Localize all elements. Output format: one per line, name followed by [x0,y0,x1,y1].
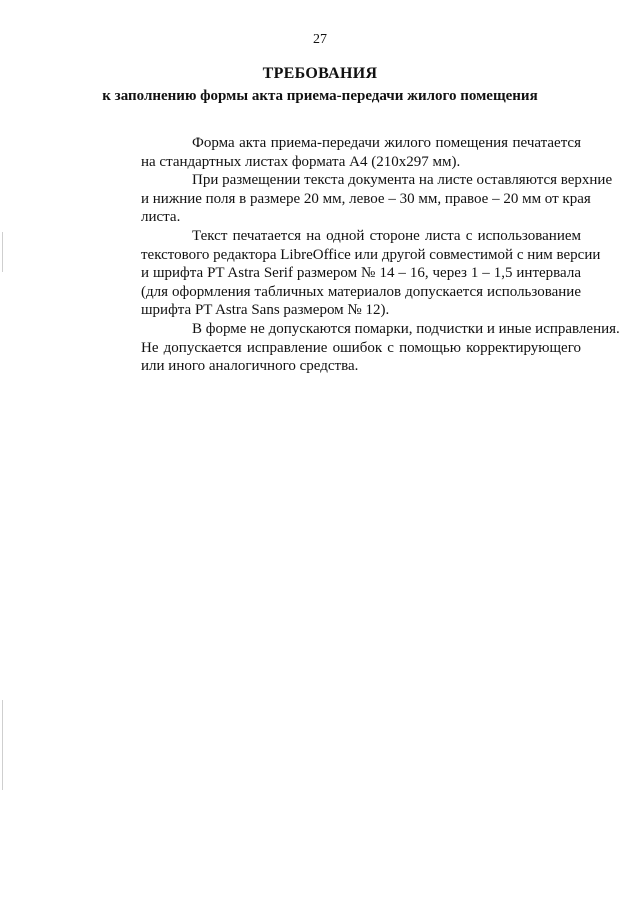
paragraph-line: текстового редактора LibreOffice или другой совместимой с ним версии [141,246,601,263]
paragraph-line: листа. [141,209,181,226]
paragraph-line: Форма акта приема-передачи жилого помещения печатается [192,135,581,151]
paragraph-line: Не допускается исправление ошибок с помощью корректирующего [141,339,581,356]
paragraph-line: или иного аналогичного средства. [141,358,359,375]
paragraph-line: и шрифта PT Astra Serif размером № 14 – 16, через 1 – 1,5 интервала [141,265,581,282]
document-body [90,134,620,376]
paragraph-line: шрифта PT Astra Sans размером № 12). [141,302,390,319]
paragraph-margins [90,171,613,227]
document-title: ТРЕБОВАНИЯ [262,65,378,82]
paragraph-line: на стандартных листах формата А4 (210x297 мм). [141,153,461,170]
paragraph-line: Текст печатается на одной стороне листа с использованием [192,227,581,244]
document-subtitle: к заполнению формы акта приема-передачи жилого помещения [102,88,538,104]
paragraph-form-format [90,134,581,171]
page-number: 27 [313,32,327,47]
paragraph-corrections [90,320,620,376]
paragraph-line: В форме не допускаются помарки, подчистки и иные исправления. [192,320,620,337]
paragraph-font-requirements [90,227,601,320]
paragraph-line: (для оформления табличных материалов допускается использование [141,283,581,300]
paragraph-line: При размещении текста документа на листе оставляются верхние [192,172,613,189]
paragraph-line: и нижние поля в размере 20 мм, левое – 30 мм, правое – 20 мм от края [141,190,591,207]
scan-edge-mark [2,232,3,272]
scan-edge-mark [2,700,3,790]
